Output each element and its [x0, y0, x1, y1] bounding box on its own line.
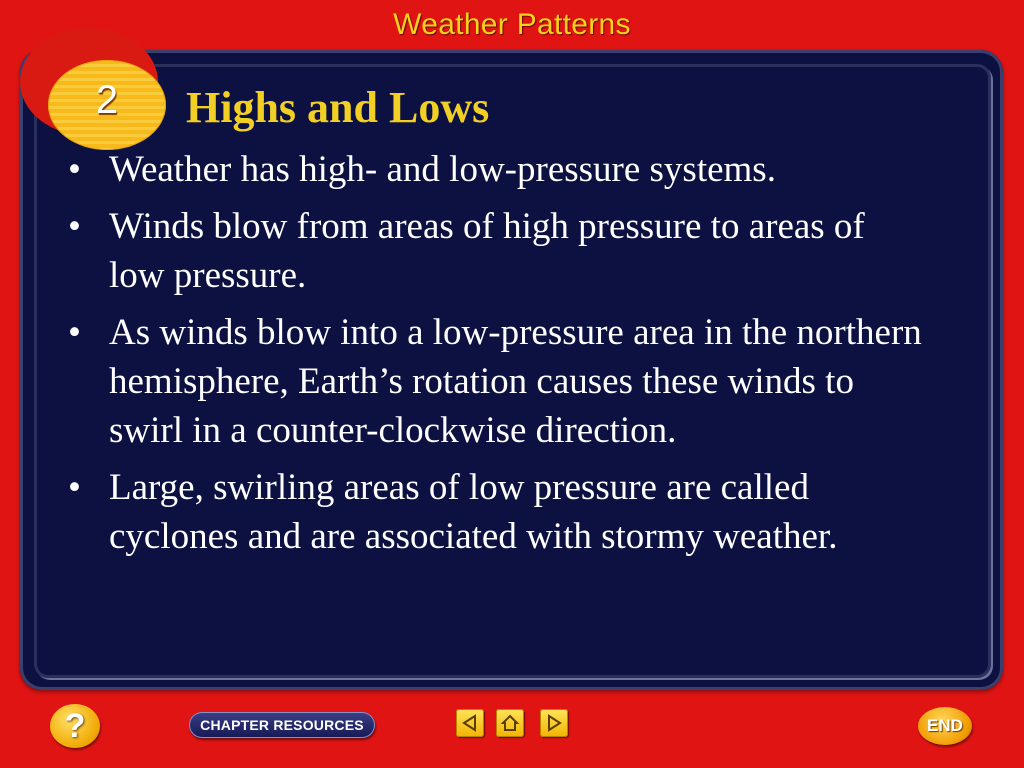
bullet-item	[68, 145, 928, 194]
triangle-left-icon	[460, 713, 480, 733]
bullet-text: Weather has high- and low-pressure systems.	[109, 149, 776, 190]
bullet-text: As winds blow into a low-pressure area in the northern hemisphere, Earth’s rotation causes these winds to swirl in a counter-clockwise direction.	[109, 312, 922, 451]
previous-button[interactable]	[456, 709, 484, 737]
section-number: 2	[95, 78, 119, 122]
end-button[interactable]: END	[918, 707, 972, 745]
bullet-dot: •	[68, 149, 81, 190]
bullet-list	[68, 145, 928, 569]
bullet-text: Winds blow from areas of high pressure to areas of low pressure.	[109, 206, 865, 296]
next-button[interactable]	[540, 709, 568, 737]
bullet-item	[68, 463, 928, 561]
slide-heading: Highs and Lows	[186, 83, 490, 132]
bullet-dot: •	[68, 206, 81, 247]
house-icon	[500, 713, 520, 733]
bullet-item	[68, 202, 928, 300]
presentation-title: Weather Patterns	[393, 8, 631, 41]
section-badge	[20, 28, 158, 136]
bullet-dot: •	[68, 467, 81, 508]
bullet-item	[68, 308, 928, 455]
triangle-right-icon	[544, 713, 564, 733]
home-button[interactable]	[496, 709, 524, 737]
chapter-resources-button[interactable]: CHAPTER RESOURCES	[189, 712, 375, 738]
help-button[interactable]: ?	[50, 704, 100, 748]
bullet-text: Large, swirling areas of low pressure are called cyclones and are associated with stormy weather.	[109, 467, 838, 557]
bullet-dot: •	[68, 312, 81, 353]
